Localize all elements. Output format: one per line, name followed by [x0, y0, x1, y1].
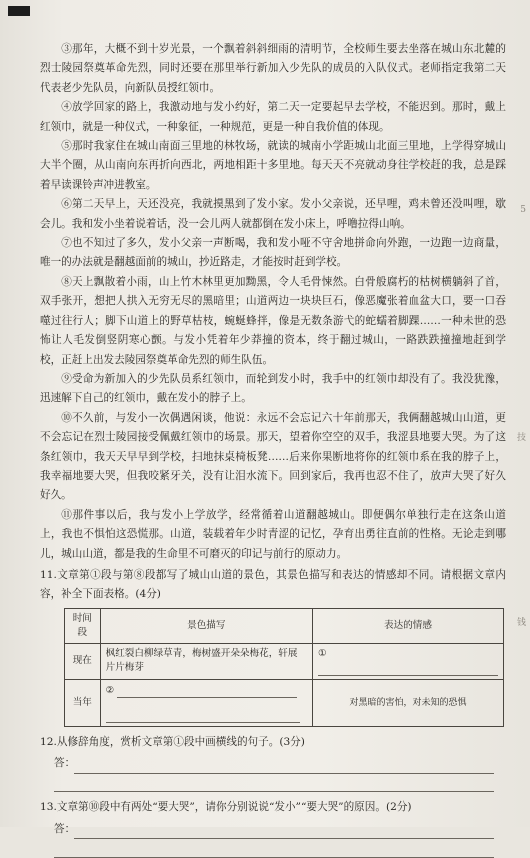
table-header-time: 时间段 [65, 608, 101, 643]
row-time-now: 现在 [65, 643, 101, 679]
answer-row-12 [54, 754, 506, 773]
answer-line-13[interactable] [74, 824, 494, 839]
row-scene-then [100, 679, 312, 726]
answer-row-13 [54, 820, 506, 839]
page-content [40, 40, 506, 858]
table-row [65, 679, 504, 726]
scene-answer-blank[interactable] [117, 683, 297, 698]
edge-mark-2: 技 [516, 433, 526, 443]
paragraph-4: ④放学回家的路上，我激动地与发小约好，第二天一定要起早去学校，不能迟到。那时，戴上红领巾，就是一种仪式，一种象征，一种规范，更是一种自我价值的体现。 [40, 101, 506, 133]
table-header-feeling: 表达的情感 [313, 608, 504, 643]
answer-line-12[interactable] [74, 759, 494, 774]
question-13: 13.文章第⑩段中有两处“要大哭”，请你分别说说“发小”“要大哭”的原因。(2分) [40, 801, 412, 814]
row-scene-now: 枫红裂白柳绿草青，梅树盛开朵朵梅花，轩展片片梅芽 [100, 643, 312, 679]
row-time-then: 当年 [65, 679, 101, 726]
scene-answer-blank-2[interactable] [106, 708, 300, 723]
answer-label-12: 答： [54, 757, 76, 770]
scan-corner-mark [8, 6, 30, 16]
table-row [65, 643, 504, 679]
paragraph-10: ⑩不久前，与发小一次偶遇闲谈，他说：永远不会忘记六十年前那天，我俩翻越城山山道，更不会忘记在烈士陵园接受佩戴红领巾的场景。那天，望着你空空的双手，我涩县地要大哭。为了这条红领巾，我天天早早到学校，扫地抹桌椅板凳……后来你果断地将你的红领巾系在我的脖子上，我幸福地要大哭，但我咬紧牙关，没有让泪水流下。回到家后，我再也忍不住了，放声大哭了好久好久。 [40, 411, 506, 502]
paragraph-6: ⑥第二天早上，天还没亮，我就摸黑到了发小家。发小父亲说，还早哩，鸡未曾还没叫哩，歇会儿。我和发小坐着说着话，没一会儿两人就都倒在发小床上，呼噜拉得山响。 [40, 198, 506, 230]
row-feeling-now [313, 643, 504, 679]
answer-line-12b[interactable] [54, 777, 494, 792]
feeling-answer-blank[interactable] [318, 661, 498, 676]
row-feeling-then: 对黑暗的害怕，对未知的恐惧 [313, 679, 504, 726]
table-header-row [65, 608, 504, 643]
paragraph-8: ⑧天上飘散着小雨，山上竹木林里更加黝黑，令人毛骨悚然。白骨般腐朽的枯树横躺斜了首，双手张开，想把人拱入无穷无尽的黑暗里；山道两边一块块巨石，像恶魔张着血盆大口，要一口吞噬过往行人；脚下山道上的野草枯枝，蜿蜒蜂拌，像是无数条游弋的蛇蠕着脚踝……一种未世的恐怖让人毛发倒竖阴寒心颤。与发小凭着年少莽撞的资本，终于翻过城山，一路跌跌撞撞地赶到学校，正赶上出发去陵园祭奠革命先烈的师生队伍。 [40, 275, 506, 366]
answer-line-13b[interactable] [54, 843, 494, 858]
question-12: 12.从修辞角度，赏析文章第①段中画横线的句子。(3分) [40, 735, 305, 748]
edge-mark-3: 钱 [516, 618, 526, 628]
paragraph-5: ⑤那时我家住在城山南面三里地的林牧场，就读的城南小学距城山北面三里地，上学得穿城山大半个圈，从山南向东再折向西北，两地相距十多里地。每天天不亮就动身往学校赶的我，总是踩着早读课铃声冲进教室。 [40, 140, 506, 191]
paragraph-3: ③那年，大概不到十岁光景，一个飘着斜斜细雨的清明节，全校师生要去坐落在城山东北麓的烈士陵园祭奠革命先烈，同时还要在那里举行新加入少先队的成员的入队仪式。老师指定我第二天代表老少先队员，向新队员授红领巾。 [40, 43, 506, 94]
paragraph-7: ⑦也不知过了多久，发小父亲一声断喝，我和发小哑不守舍地拼命向外跑，一边跑一边商量，唯一的办法就是翻越面前的城山，抄近路走，才能按时赶到学校。 [40, 237, 506, 269]
paragraph-9: ⑨受命为新加入的少先队员系红领巾，而轮到发小时，我手中的红领巾却没有了。我没犹豫，迅速解下自己的红领巾，戴在发小的脖子上。 [40, 372, 506, 405]
blank-marker-2: ② [105, 684, 115, 696]
answer-table [64, 608, 504, 727]
paragraph-11: ⑪那件事以后，我与发小上学放学，经常循着山道翻越城山。即便偶尔单独行走在这条山道上，我也不惧怕这恐慌那。山道，装载着年少时青涩的记忆，孕育出勇往直前的性格。无论走到哪儿，城山山道，都是我的生命里不可磨灭的印记与前行的原动力。 [40, 508, 506, 560]
edge-mark-1: 5 [520, 205, 526, 215]
blank-marker-1: ① [318, 647, 327, 659]
answer-label-13: 答： [54, 822, 76, 835]
question-11: 11.文章第①段与第⑧段都写了城山山道的景色，其景色描写和表达的情感却不同。请根据文章内容，补全下面表格。(4分) [40, 568, 506, 601]
table-header-scene: 景色描写 [100, 608, 312, 643]
